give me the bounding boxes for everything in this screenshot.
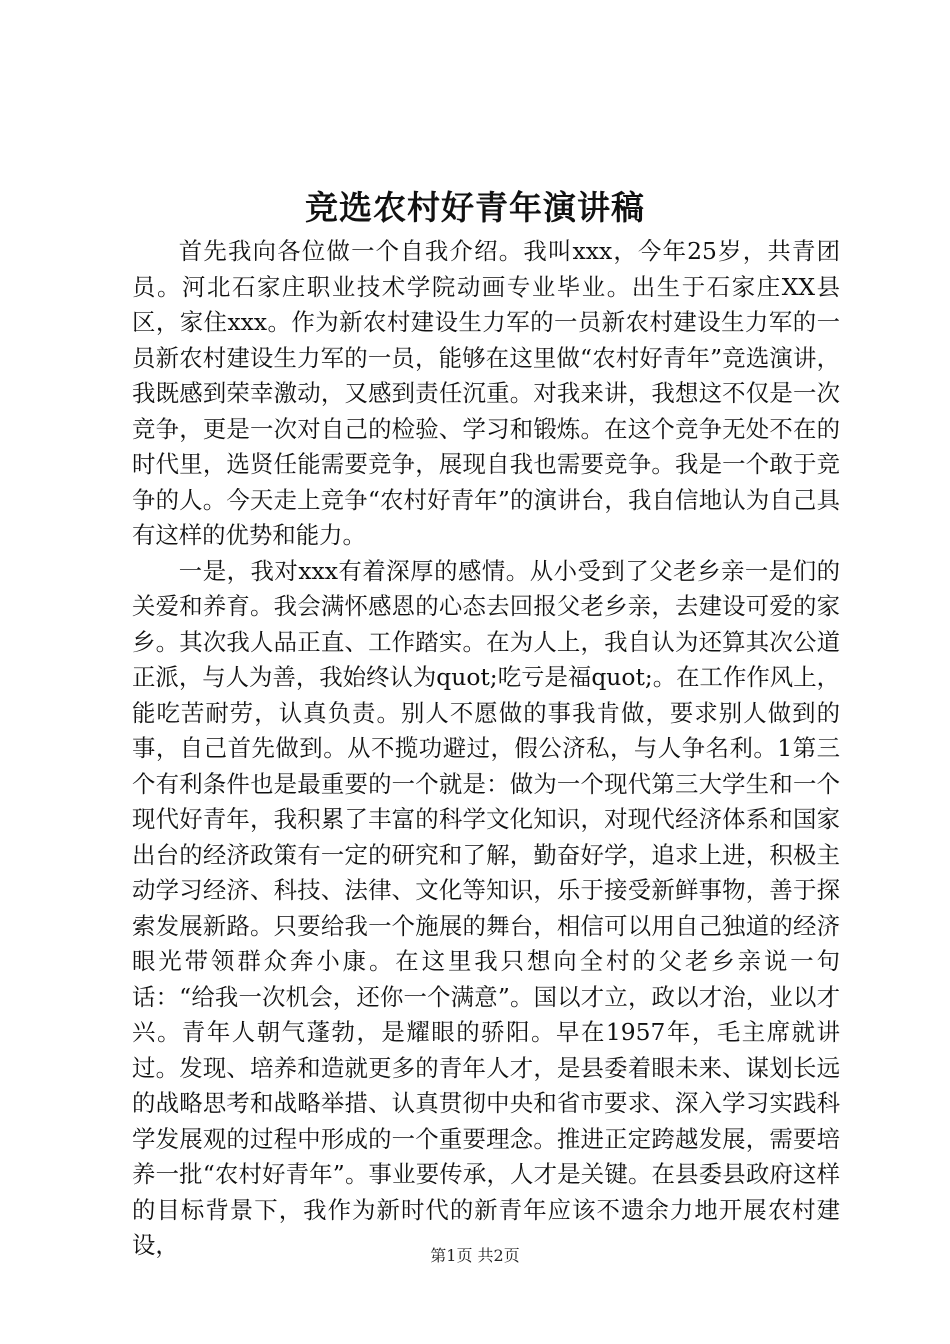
page-number-footer: 第1页 共2页 <box>430 1246 520 1265</box>
document-title: 竞选农村好青年演讲稿 <box>305 188 645 227</box>
paragraph-introduction: 首先我向各位做一个自我介绍。我叫xxx，今年25岁，共青团员。河北石家庄职业技术学院动画专业毕业。出生于石家庄XX县区，家住xxx。作为新农村建设生力军的一员新农村建设生力军的一员新农村建设生力军的一员，能够在这里做“农村好青年”竞选演讲，我既感到荣幸激动，又感到责任沉重。对我来讲，我想这不仅是一次竞争，更是一次对自己的检验、学习和锻炼。在这个竞争无处不在的时代里，选贤任能需要竞争，展现自我也需要竞争。我是一个敢于竞争的人。今天走上竞争“农村好青年”的演讲台，我自信地认为自己具有这样的优势和能力。 <box>132 237 840 549</box>
paragraph-qualifications: 一是，我对xxx有着深厚的感情。从小受到了父老乡亲一是们的关爱和养育。我会满怀感恩的心态去回报父老乡亲，去建设可爱的家乡。其次我人品正直、工作踏实。在为人上，我自认为还算其次公道正派，与人为善，我始终认为quot;吃亏是福quot;。在工作作风上，能吃苦耐劳，认真负责。别人不愿做的事我肯做，要求别人做到的事，自己首先做到。从不揽功避过，假公济私，与人争名利。1第三个有利条件也是最重要的一个就是：做为一个现代第三大学生和一个现代好青年，我积累了丰富的科学文化知识，对现代经济体系和国家出台的经济政策有一定的研究和了解，勤奋好学，追求上进，积极主动学习经济、科技、法律、文化等知识，乐于接受新鲜事物，善于探索发展新路。只要给我一个施展的舞台，相信可以用自己独道的经济眼光带领群众奔小康。在这里我只想向全村的父老乡亲说一句话：“给我一次机会，还你一个满意”。国以才立，政以才治，业以才兴。青年人朝气蓬勃，是耀眼的骄阳。早在1957年，毛主席就讲过。发现、培养和造就更多的青年人才，是县委着眼未来、谋划长远的战略思考和战略举措、认真贯彻中央和省市要求、深入学习实践科学发展观的过程中形成的一个重要理念。推进正定跨越发展，需要培养一批“农村好青年”。事业要传承，人才是关键。在县委县政府这样的目标背景下，我作为新时代的新青年应该不遗余力地开展农村建设， <box>132 556 840 1259</box>
document-body <box>132 234 840 1264</box>
